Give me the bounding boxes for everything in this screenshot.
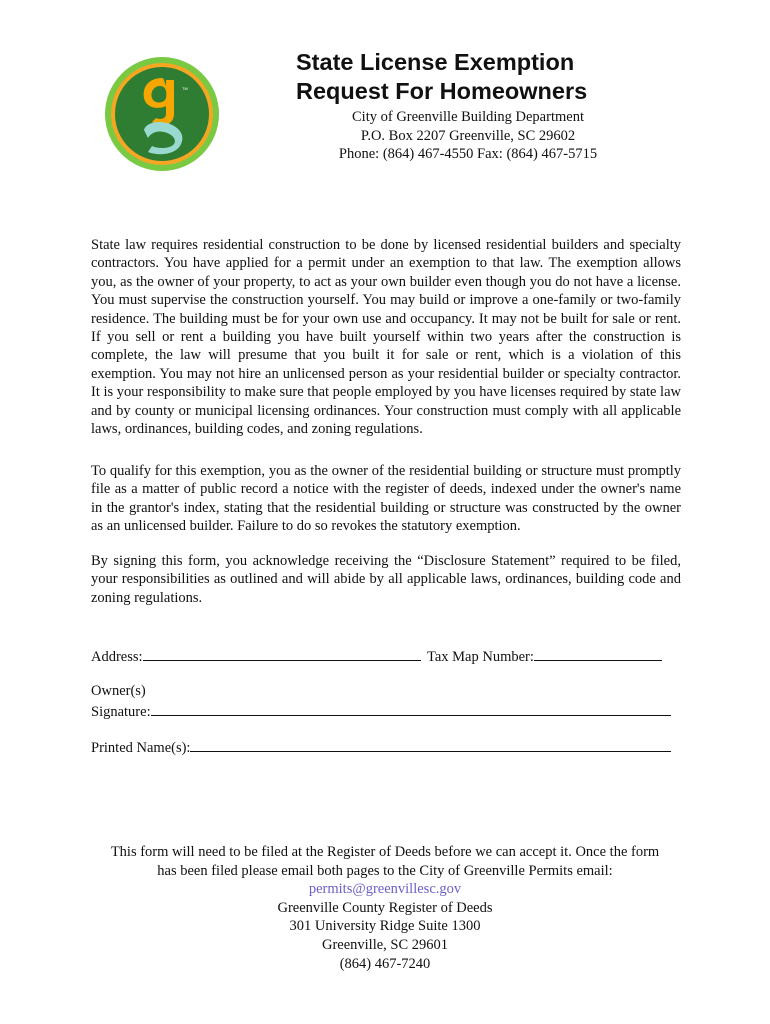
- printed-name-field-row: [91, 737, 671, 757]
- address-input[interactable]: [143, 646, 421, 661]
- owner-label-row: [91, 683, 146, 700]
- register-city: Greenville, SC 29601: [321, 936, 449, 953]
- paragraph-acknowledgement: By signing this form, you acknowledge receiving the “Disclosure Statement” required to be filed, your responsibilities as outlined and will abide by all applicable laws, ordinances, building code and zoning regulations.: [91, 553, 681, 606]
- printed-name-label: Printed Name(s):: [91, 740, 191, 756]
- signature-label: Signature:: [91, 704, 151, 720]
- document-title: [296, 48, 587, 106]
- taxmap-field-row: [427, 646, 662, 666]
- department-phone-fax: Phone: (864) 467-4550 Fax: (864) 467-5715: [338, 146, 598, 162]
- address-label: Address:: [91, 649, 143, 665]
- department-name: City of Greenville Building Department: [352, 109, 584, 125]
- trademark-label: TM: [182, 86, 188, 91]
- department-contact: [300, 108, 636, 164]
- paragraph-exemption-overview: State law requires residential construction to be done by licensed residential builders and specialty contractors. You have applied for a permit under an exemption to that law. The exemption allows you, as the owner of your property, to act as your own builder even though you do not have a license. You must supervise the construction yourself. You may build or improve a one-family or two-family residence. The building must be for your own use and occupancy. It may not be built for sale or rent. If you sell or rent a building you have built yourself within two years after the construction is complete, the law will presume that you built it for sale or rent, which is a violation of this exemption. You may not hire an unlicensed person as your residential builder or specialty contractor. It is your responsibility to make sure that people employed by you have licenses required by state law and by county or municipal licensing ordinances. Your construction must comply with all applicable laws, ordinances, building codes, and zoning regulations.: [91, 237, 681, 438]
- taxmap-label: Tax Map Number:: [427, 649, 534, 665]
- taxmap-input[interactable]: [534, 646, 662, 661]
- permits-email-link[interactable]: permits@greenvillesc.gov: [308, 881, 462, 898]
- signature-input[interactable]: [151, 701, 671, 716]
- filing-instructions: [85, 843, 685, 973]
- footer-line-2: has been filed please email both pages to the City of Greenville Permits email:: [157, 862, 613, 879]
- printed-name-input[interactable]: [190, 737, 671, 752]
- signature-field-row: [91, 701, 671, 721]
- register-street: 301 University Ridge Suite 1300: [289, 918, 481, 935]
- paragraph-qualification: To qualify for this exemption, you as the owner of the residential building or structure must promptly file as a matter of public record a notice with the register of deeds, indexed under the owner's name in the grantor's index, stating that the residential building or structure was constructed by the owner as an unlicensed builder. Failure to do so revokes the statutory exemption.: [91, 463, 681, 535]
- register-phone: (864) 467-7240: [339, 955, 431, 972]
- footer-line-1: This form will need to be filed at the Register of Deeds before we can accept it. Once the form: [110, 844, 660, 860]
- address-field-row: [91, 646, 421, 666]
- title-line-2: Request For Homeowners: [296, 78, 588, 104]
- title-line-1: State License Exemption: [296, 49, 575, 75]
- owner-label: Owner(s): [91, 683, 146, 699]
- department-address: P.O. Box 2207 Greenville, SC 29602: [360, 127, 576, 144]
- city-of-greenville-logo-icon: [104, 56, 220, 172]
- register-office: Greenville County Register of Deeds: [277, 899, 493, 916]
